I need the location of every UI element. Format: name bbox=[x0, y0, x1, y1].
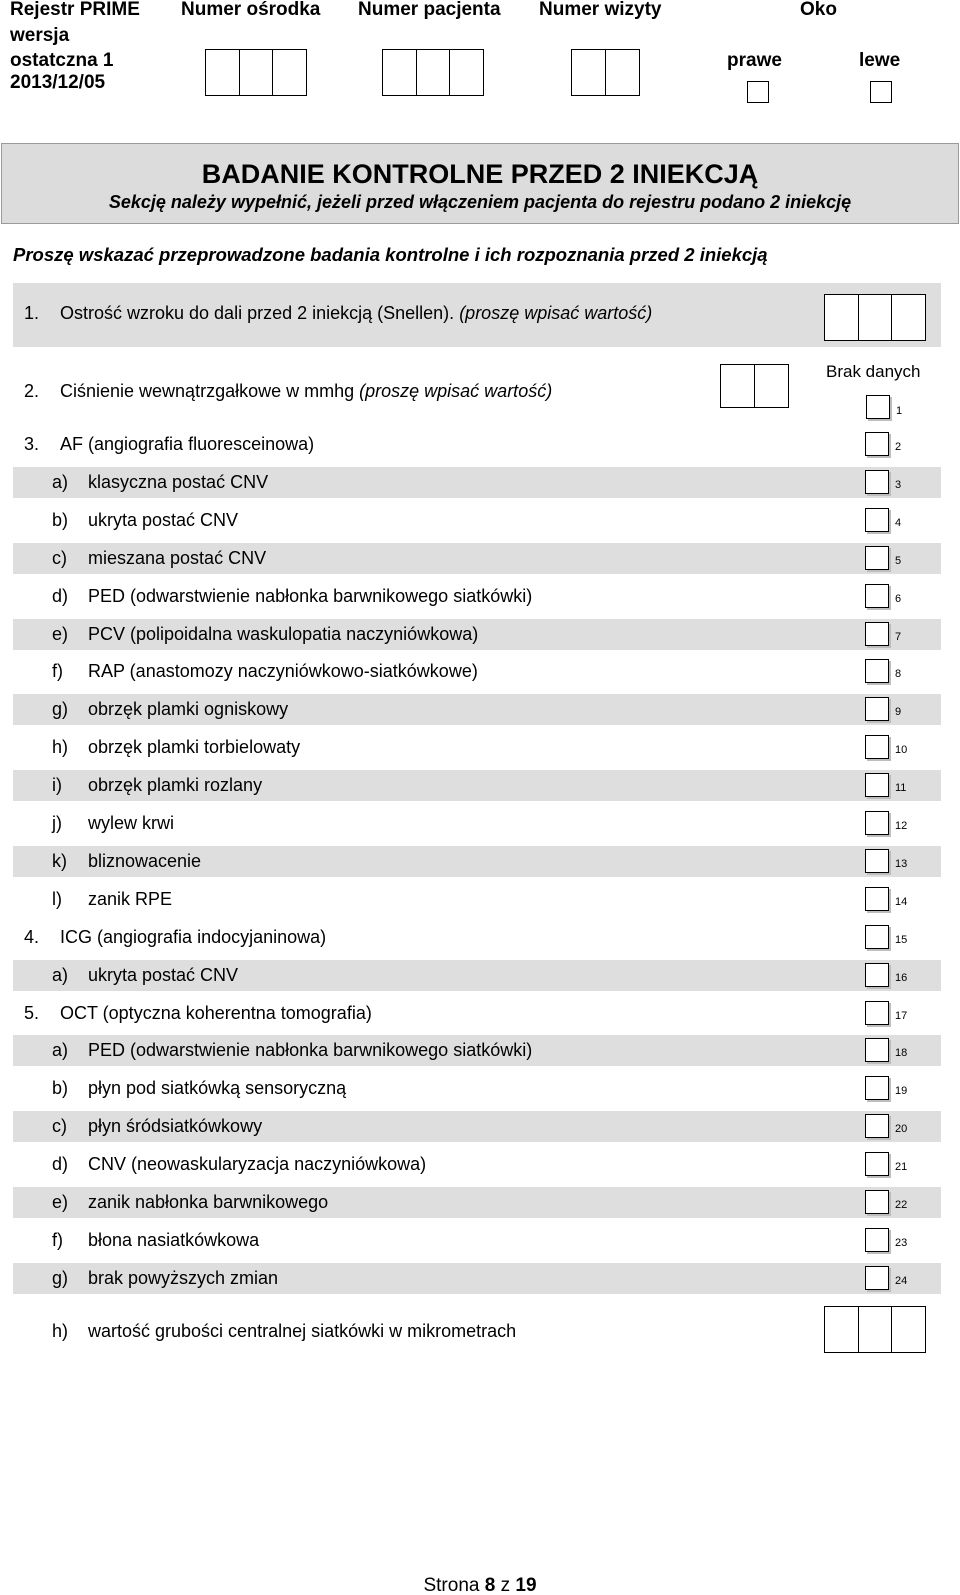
row-number: d) bbox=[52, 1154, 69, 1174]
iop-field[interactable] bbox=[720, 364, 789, 408]
question-text: Ostrość wzroku do dali przed 2 iniekcją (Snellen). bbox=[60, 303, 455, 323]
question-iop bbox=[24, 380, 552, 402]
patient-number-label: Numer pacjenta bbox=[358, 0, 501, 20]
version-line-2: ostatczna 1 bbox=[10, 50, 114, 71]
section-title: BADANIE KONTROLNE PRZED 2 INIEKCJĄ bbox=[201, 159, 759, 189]
row-number: c) bbox=[52, 548, 67, 568]
row-checkbox[interactable] bbox=[865, 470, 889, 494]
row-text: ukryta postać CNV bbox=[88, 965, 239, 985]
row-checkbox[interactable] bbox=[865, 1114, 889, 1138]
row-checkbox[interactable] bbox=[865, 1190, 889, 1214]
row-label bbox=[52, 964, 238, 986]
digit-box[interactable] bbox=[571, 49, 606, 96]
row-label bbox=[52, 509, 238, 531]
row-checkbox[interactable] bbox=[865, 925, 889, 949]
row-label bbox=[52, 585, 532, 607]
row-label bbox=[52, 1267, 278, 1289]
digit-box[interactable] bbox=[205, 49, 240, 96]
checklist-row bbox=[13, 1035, 941, 1066]
row-label bbox=[52, 736, 300, 758]
row-checkbox[interactable] bbox=[865, 659, 889, 683]
digit-box[interactable] bbox=[605, 49, 640, 96]
checklist-row bbox=[13, 694, 941, 725]
answer-code: 19 bbox=[895, 1085, 908, 1097]
row-checkbox[interactable] bbox=[865, 622, 889, 646]
answer-code: 18 bbox=[895, 1047, 908, 1059]
row-checkbox[interactable] bbox=[865, 963, 889, 987]
row-checkbox[interactable] bbox=[865, 1001, 889, 1025]
page-number: 8 bbox=[484, 1575, 496, 1595]
row-number: 3. bbox=[24, 434, 40, 454]
row-text: błona nasiatkówkowa bbox=[88, 1230, 260, 1250]
row-label bbox=[52, 888, 172, 910]
row-label bbox=[52, 812, 174, 834]
row-text: RAP (anastomozy naczyniówkowo-siatkówkowe) bbox=[88, 661, 478, 681]
answer-code: 17 bbox=[895, 1010, 908, 1022]
digit-box[interactable] bbox=[382, 49, 417, 96]
row-number: 5. bbox=[24, 1003, 40, 1023]
row-number: a) bbox=[52, 472, 69, 492]
row-number: g) bbox=[52, 1268, 69, 1288]
question-text: Ciśnienie wewnątrzgałkowe w mmhg bbox=[60, 381, 355, 401]
row-label bbox=[52, 850, 201, 872]
digit-box[interactable] bbox=[824, 1306, 859, 1353]
answer-code: 24 bbox=[895, 1275, 908, 1287]
checklist-row bbox=[13, 1111, 941, 1142]
row-checkbox[interactable] bbox=[865, 849, 889, 873]
row-number: f) bbox=[52, 1230, 63, 1250]
row-label bbox=[52, 1191, 328, 1213]
answer-code: 7 bbox=[895, 631, 902, 643]
page-of-label: z bbox=[500, 1575, 511, 1595]
row-text: PED (odwarstwienie nabłonka barwnikowego siatkówki) bbox=[88, 1040, 533, 1060]
answer-code: 5 bbox=[895, 555, 902, 567]
row-number: g) bbox=[52, 699, 69, 719]
row-checkbox[interactable] bbox=[865, 735, 889, 759]
row-number: a) bbox=[52, 965, 69, 985]
section-banner bbox=[1, 143, 959, 224]
row-label bbox=[52, 660, 478, 682]
row-text: AF (angiografia fluoresceinowa) bbox=[60, 434, 315, 454]
row-label bbox=[52, 1229, 259, 1251]
row-text: bliznowacenie bbox=[88, 851, 202, 871]
checklist-row bbox=[13, 619, 941, 650]
answer-code: 10 bbox=[895, 744, 908, 756]
row-checkbox[interactable] bbox=[865, 1038, 889, 1062]
row-label bbox=[52, 698, 288, 720]
row-label bbox=[52, 1115, 262, 1137]
row-checkbox[interactable] bbox=[865, 546, 889, 570]
row-text: obrzęk plamki rozlany bbox=[88, 775, 263, 795]
row-checkbox[interactable] bbox=[865, 584, 889, 608]
answer-code: 20 bbox=[895, 1123, 908, 1135]
question-hint: (proszę wpisać wartość) bbox=[459, 303, 653, 323]
row-checkbox[interactable] bbox=[865, 697, 889, 721]
checklist-row bbox=[13, 732, 941, 763]
digit-box[interactable] bbox=[416, 49, 451, 96]
answer-code: 6 bbox=[895, 593, 902, 605]
checklist-row bbox=[13, 960, 941, 991]
right-eye-checkbox[interactable] bbox=[747, 81, 769, 103]
row-text: obrzęk plamki ogniskowy bbox=[88, 699, 289, 719]
question-visual-acuity bbox=[13, 283, 941, 347]
checklist-row bbox=[13, 505, 941, 536]
center-number-field[interactable] bbox=[205, 49, 307, 96]
answer-code: 3 bbox=[895, 479, 902, 491]
checklist-row bbox=[13, 543, 941, 574]
answer-code: 9 bbox=[895, 706, 902, 718]
row-checkbox[interactable] bbox=[865, 1076, 889, 1100]
row-number: c) bbox=[52, 1116, 67, 1136]
question-number: 2. bbox=[24, 381, 40, 401]
answer-code: 15 bbox=[895, 934, 908, 946]
registry-name: Rejestr PRIME bbox=[10, 0, 140, 20]
row-number: e) bbox=[52, 1192, 69, 1212]
row-checkbox[interactable] bbox=[865, 773, 889, 797]
left-eye-label: lewe bbox=[859, 50, 901, 71]
row-text: brak powyższych zmian bbox=[88, 1268, 279, 1288]
digit-box[interactable] bbox=[858, 1306, 893, 1353]
row-checkbox[interactable] bbox=[865, 508, 889, 532]
version-date: 2013/12/05 bbox=[10, 72, 106, 93]
digit-box[interactable] bbox=[891, 1306, 926, 1353]
row-number: b) bbox=[52, 1078, 69, 1098]
row-checkbox[interactable] bbox=[865, 432, 889, 456]
row-checkbox[interactable] bbox=[865, 811, 889, 835]
digit-box[interactable] bbox=[754, 364, 789, 408]
question-number: h) bbox=[52, 1321, 69, 1341]
checklist-row bbox=[13, 884, 941, 915]
checklist-row bbox=[13, 922, 941, 953]
no-data-label: Brak danych bbox=[826, 362, 921, 381]
answer-code: 2 bbox=[895, 441, 902, 453]
answer-code: 4 bbox=[895, 517, 902, 529]
digit-box[interactable] bbox=[272, 49, 307, 96]
row-label bbox=[52, 471, 268, 493]
digit-box[interactable] bbox=[824, 294, 859, 341]
checklist-row bbox=[13, 1187, 941, 1218]
answer-code: 13 bbox=[895, 858, 908, 870]
row-text: ICG (angiografia indocyjaninowa) bbox=[60, 927, 327, 947]
row-text: zanik RPE bbox=[88, 889, 173, 909]
checklist-row bbox=[13, 1073, 941, 1104]
row-label bbox=[52, 1077, 346, 1099]
row-label bbox=[52, 774, 262, 796]
row-text: wylew krwi bbox=[88, 813, 175, 833]
row-label bbox=[52, 623, 478, 645]
checklist-row bbox=[13, 429, 941, 460]
row-text: klasyczna postać CNV bbox=[88, 472, 269, 492]
answer-code: 21 bbox=[895, 1161, 908, 1173]
row-text: obrzęk plamki torbielowaty bbox=[88, 737, 301, 757]
digit-box[interactable] bbox=[239, 49, 274, 96]
row-number: f) bbox=[52, 661, 63, 681]
row-checkbox[interactable] bbox=[865, 887, 889, 911]
row-number: l) bbox=[52, 889, 62, 909]
row-checkbox[interactable] bbox=[865, 1266, 889, 1290]
left-eye-checkbox[interactable] bbox=[870, 81, 892, 103]
digit-box[interactable] bbox=[858, 294, 893, 341]
row-checkbox[interactable] bbox=[865, 1228, 889, 1252]
row-text: PCV (polipoidalna waskulopatia naczyniówkowa) bbox=[88, 624, 479, 644]
row-number: j) bbox=[52, 813, 62, 833]
row-number: a) bbox=[52, 1040, 69, 1060]
row-label bbox=[52, 1153, 426, 1175]
visual-acuity-field[interactable] bbox=[824, 294, 926, 341]
row-label bbox=[24, 1002, 372, 1024]
central-thickness-field[interactable] bbox=[824, 1306, 926, 1353]
section-subtitle: Sekcję należy wypełnić, jeżeli przed włączeniem pacjenta do rejestru podano 2 iniekcję bbox=[108, 192, 852, 212]
answer-code: 1 bbox=[896, 405, 903, 417]
checklist-row bbox=[13, 467, 941, 498]
row-text: PED (odwarstwienie nabłonka barwnikowego siatkówki) bbox=[88, 586, 533, 606]
row-number: b) bbox=[52, 510, 69, 530]
checklist-row bbox=[13, 656, 941, 687]
question-central-thickness bbox=[52, 1320, 516, 1342]
page-label: Strona bbox=[423, 1575, 480, 1595]
answer-code: 14 bbox=[895, 896, 908, 908]
row-text: CNV (neowaskularyzacja naczyniówkowa) bbox=[88, 1154, 427, 1174]
row-text: mieszana postać CNV bbox=[88, 548, 267, 568]
checklist-row bbox=[13, 770, 941, 801]
checklist-row bbox=[13, 998, 941, 1029]
answer-code: 16 bbox=[895, 972, 908, 984]
row-number: h) bbox=[52, 737, 69, 757]
question-text: wartość grubości centralnej siatkówki w mikrometrach bbox=[88, 1321, 517, 1341]
row-text: zanik nabłonka barwnikowego bbox=[88, 1192, 329, 1212]
eye-label: Oko bbox=[800, 0, 837, 20]
row-label bbox=[24, 433, 314, 455]
instruction-text: Proszę wskazać przeprowadzone badania kontrolne i ich rozpoznania przed 2 iniekcją bbox=[13, 244, 768, 265]
row-text: ukryta postać CNV bbox=[88, 510, 239, 530]
row-number: 4. bbox=[24, 927, 40, 947]
question-number: 1. bbox=[24, 303, 40, 323]
right-eye-label: prawe bbox=[727, 50, 782, 71]
checklist-row bbox=[13, 1225, 941, 1256]
row-label bbox=[52, 547, 266, 569]
answer-code: 8 bbox=[895, 668, 902, 680]
visit-number-label: Numer wizyty bbox=[539, 0, 662, 20]
total-pages: 19 bbox=[515, 1575, 537, 1595]
center-number-label: Numer ośrodka bbox=[181, 0, 321, 20]
question-hint: (proszę wpisać wartość) bbox=[359, 381, 553, 401]
row-number: i) bbox=[52, 775, 62, 795]
checklist-row bbox=[13, 808, 941, 839]
digit-box[interactable] bbox=[449, 49, 484, 96]
row-number: e) bbox=[52, 624, 69, 644]
checklist-row bbox=[13, 581, 941, 612]
answer-code: 11 bbox=[895, 782, 907, 794]
checklist-row bbox=[13, 1149, 941, 1180]
answer-code: 12 bbox=[895, 820, 908, 832]
row-text: płyn pod siatkówką sensoryczną bbox=[88, 1078, 347, 1098]
row-text: płyn śródsiatkówkowy bbox=[88, 1116, 263, 1136]
digit-box[interactable] bbox=[891, 294, 926, 341]
patient-number-field[interactable] bbox=[382, 49, 484, 96]
checklist-row bbox=[13, 846, 941, 877]
row-label bbox=[52, 1039, 532, 1061]
visit-number-field[interactable] bbox=[571, 49, 640, 96]
row-number: k) bbox=[52, 851, 67, 871]
no-data-checkbox[interactable] bbox=[866, 395, 890, 419]
digit-box[interactable] bbox=[720, 364, 755, 408]
page-footer bbox=[0, 1575, 960, 1595]
row-label bbox=[24, 926, 326, 948]
checklist-row bbox=[13, 1263, 941, 1294]
row-text: OCT (optyczna koherentna tomografia) bbox=[60, 1003, 372, 1023]
row-number: d) bbox=[52, 586, 69, 606]
answer-code: 22 bbox=[895, 1199, 908, 1211]
answer-code: 23 bbox=[895, 1237, 908, 1249]
row-checkbox[interactable] bbox=[865, 1152, 889, 1176]
version-line-1: wersja bbox=[10, 25, 70, 46]
